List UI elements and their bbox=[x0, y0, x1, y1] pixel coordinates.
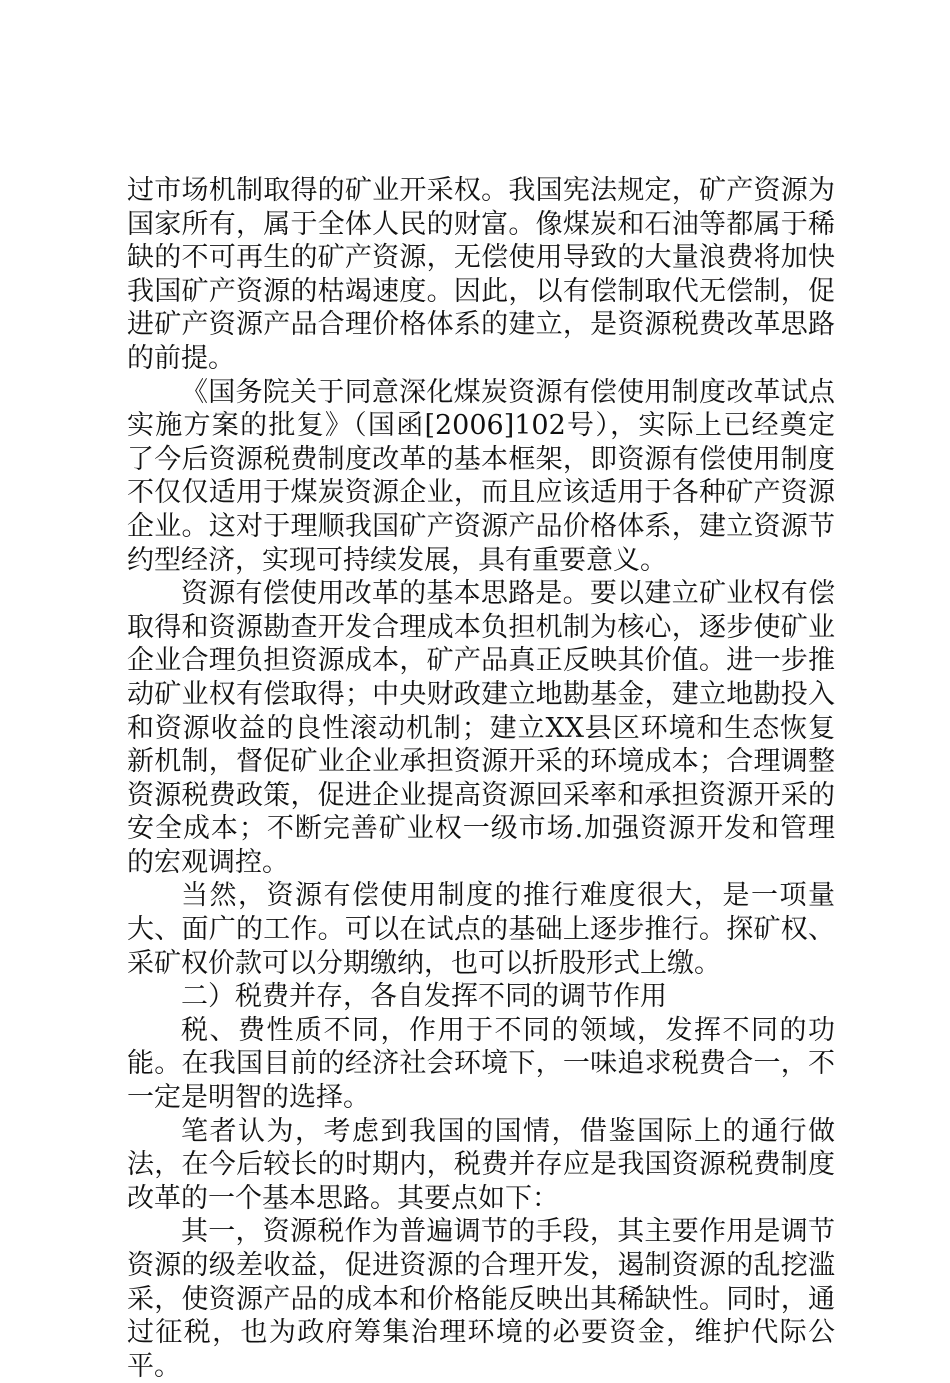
section-heading-tax-fee-coexist: 二）税费并存，各自发挥不同的调节作用 bbox=[181, 981, 667, 1013]
paragraph-point-one: 其一，资源税作为普遍调节的手段，其主要作用是调节资源的级差收益，促进资源的合理开发，遏制资源的乱挖滥采，使资源产品的成本和价格能反映出其稀缺性。同时，通过征税，也为政府筹集治理环境的必要资金，维护代际公平。 bbox=[127, 1216, 835, 1382]
paragraph-market-mechanism: 过市场机制取得的矿业开采权。我国宪法规定，矿产资源为国家所有，属于全体人民的财富。像煤炭和石油等都属于稀缺的不可再生的矿产资源，无偿使用导致的大量浪费将加快我国矿产资源的枯竭速度。因此，以有偿制取代无偿制，促进矿产资源产品合理价格体系的建立，是资源税费改革思路的前提。 bbox=[127, 175, 835, 374]
paragraph-author-view: 笔者认为，考虑到我国的国情，借鉴国际上的通行做法，在今后较长的时期内，税费并存应是我国资源税费制度改革的一个基本思路。其要点如下： bbox=[127, 1115, 835, 1214]
paragraph-tax-fee-nature: 税、费性质不同，作用于不同的领域，发挥不同的功能。在我国目前的经济社会环境下，一味追求税费合一，不一定是明智的选择。 bbox=[127, 1014, 835, 1114]
paragraph-state-council-reply: 《国务院关于同意深化煤炭资源有偿使用制度改革试点实施方案的批复》（国函[2006]102号），实际上已经奠定了今后资源税费制度改革的基本框架，即资源有偿使用制度不仅仅适用于煤炭资源企业，而且应该适用于各种矿产资源企业。这对于理顺我国矿产资源产品价格体系，建立资源节约型经济，实现可持续发展，具有重要意义。 bbox=[127, 376, 835, 576]
paragraph-reform-basic-idea: 资源有偿使用改革的基本思路是。要以建立矿业权有偿取得和资源勘查开发合理成本负担机制为核心，逐步使矿业企业合理负担资源成本，矿产品真正反映其价值。进一步推动矿业权有偿取得；中央财政建立地勘基金，建立地勘投入和资源收益的良性滚动机制；建立XX县区环境和生态恢复新机制，督促矿业企业承担资源开采的环境成本；合理调整资源税费政策，促进企业提高资源回采率和承担资源开采的安全成本；不断完善矿业权一级市场.加强资源开发和管理的宏观调控。 bbox=[127, 578, 835, 878]
document-body bbox=[127, 174, 835, 1383]
paragraph-implementation-difficulty: 当然，资源有偿使用制度的推行难度很大，是一项量大、面广的工作。可以在试点的基础上逐步推行。探矿权、采矿权价款可以分期缴纳，也可以折股形式上缴。 bbox=[127, 880, 835, 979]
